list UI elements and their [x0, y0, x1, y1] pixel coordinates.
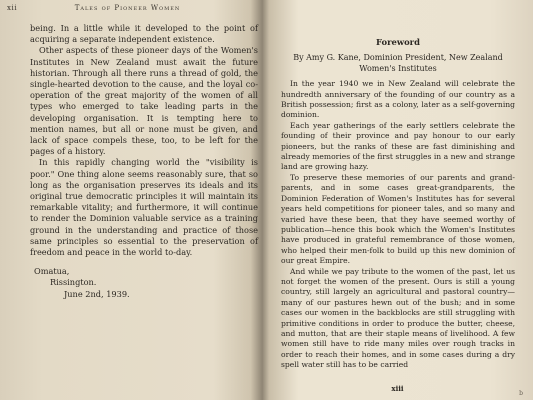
left-page-number: xii — [7, 4, 18, 12]
signoff-block — [30, 266, 258, 300]
signoff-place: Omatua, — [34, 266, 70, 277]
left-page-body — [30, 23, 258, 300]
right-paragraph-2: Each year gatherings of the early settlers celebrate the founding of their province and pay honour to our early pioneers, but the ranks of these are fast diminishing and already memories of the first struggles in a new and strange land are growing hazy. — [281, 120, 515, 172]
left-paragraph-3: In this rapidly changing world the "visibility is poor." One thing alone seems reasonably sure, that so long as the organisation preserves its ideals and its original true democratic principles it will maintain its remarkable vitality; and furthermore, it will continue to render the Dominion valuable service as a training ground in the understanding and practice of those same principles so essential to the preservation of freedom and peace in the world to-day. — [30, 157, 258, 258]
running-head-title: Tales of Pioneer Women — [74, 4, 181, 12]
left-page — [0, 0, 262, 400]
left-paragraph-1: being. In a little while it developed to the point of acquiring a separate independent existence. — [30, 23, 258, 45]
right-page — [262, 0, 533, 400]
right-paragraph-3: To preserve these memories of our parents and grand-parents, and in some cases great-grandparents, the Dominion Federation of Women's Institutes has for several years held competitions for pioneer tales, and so many and varied have these been, that they have seemed worthy of publication—hence this book which the Women's Institutes have produced in grateful remembrance of those women, who helped their men-folk to build up this new dominion of our great Empire. — [281, 172, 515, 266]
signoff-locality: Rissington. — [50, 277, 97, 288]
signature-mark: b — [519, 390, 523, 397]
right-page-body — [281, 37, 515, 371]
left-paragraph-2: Other aspects of these pioneer days of the Women's Institutes in New Zealand must await the future historian. Through all there runs a thread of gold, the single-hearted devotion to the cause, and the loyal co-operation of the great majority of the women of all types who emerged to take leading parts in the developing organisation. It is tempting here to mention names, but all or none must be given, and lack of space compels these, too, to be left for the pages of a history. — [30, 45, 258, 157]
right-paragraph-4: And while we pay tribute to the women of the past, let us not forget the women of the present. Ours is still a young country, still largely an agricultural and pastoral country—many of our pastures hewn out of the bush; and in some cases our women in the backblocks are still struggling with primitive conditions in order to produce the butter, cheese, and mutton, that are their staple means of livelihood. A few women still have to ride many miles over rough tracks in order to reach their homes, and in some cases during a dry spell water still has to be carried — [281, 266, 515, 370]
foreword-heading: Foreword — [376, 37, 420, 47]
right-paragraph-1: In the year 1940 we in New Zealand will celebrate the hundredth anniversary of the founding of our country as a British possession; first as a colony, later as a self-governing dominion. — [281, 79, 515, 120]
signoff-date: June 2nd, 1939. — [64, 288, 130, 299]
foreword-byline: By Amy G. Kane, Dominion President, New Zealand Women's Institutes — [293, 53, 503, 73]
right-page-number: xiii — [391, 384, 404, 393]
